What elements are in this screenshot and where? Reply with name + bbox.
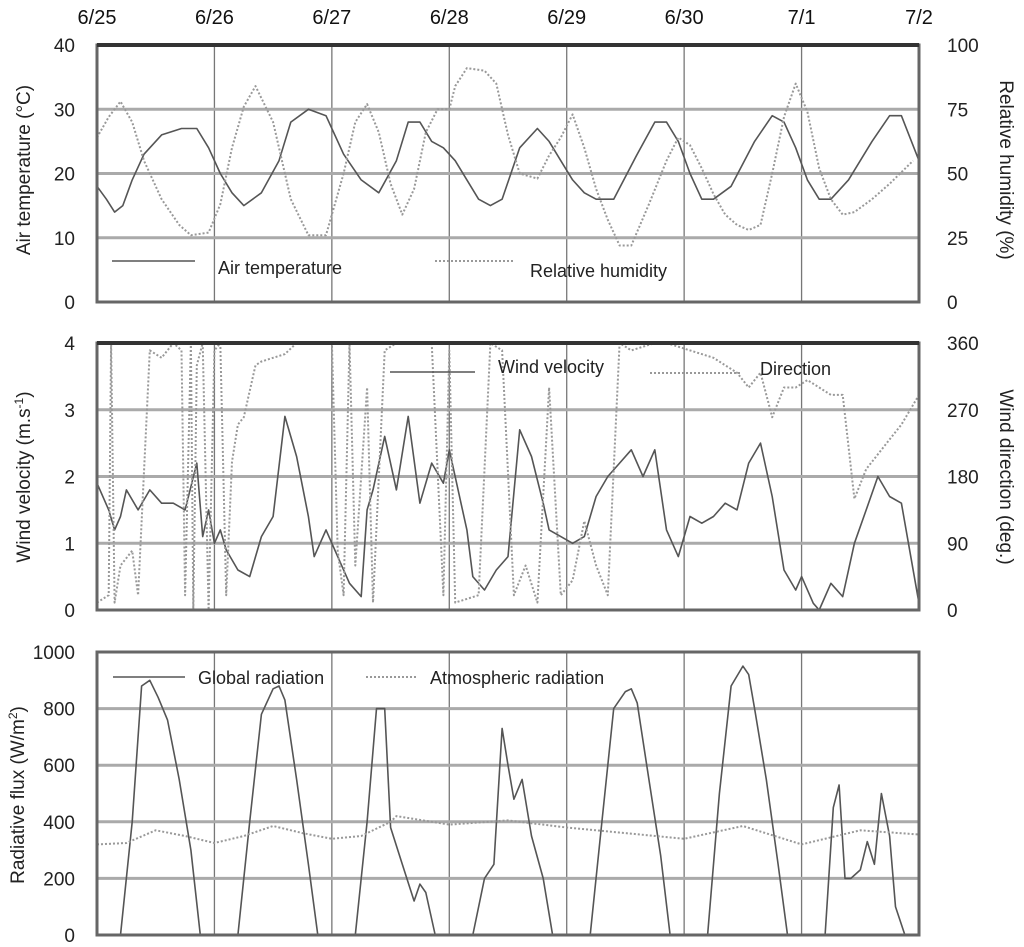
y2tick-label: 75	[947, 100, 969, 122]
date-label-6-30: 6/30	[664, 7, 704, 29]
legend-wind	[390, 357, 831, 379]
ytick-label: 2	[64, 467, 75, 489]
ytick-label: 400	[43, 812, 75, 834]
ylabel-wind-velocity: Wind velocity $(m.s^{-1})$	[12, 391, 35, 563]
panel-radiation	[6, 643, 919, 947]
plot-frame	[97, 652, 919, 935]
panel-wind	[12, 334, 1016, 622]
y2tick-label: 50	[947, 164, 969, 186]
series-line-global-radiation	[97, 666, 919, 935]
date-label-7-1: 7/1	[787, 7, 816, 29]
legend-label-direction: Direction	[760, 359, 832, 379]
series-line-relative-humidity	[97, 68, 913, 245]
ytick-label: 0	[64, 293, 75, 314]
series-line-air-temperature	[97, 109, 919, 212]
y2tick-label: 0	[947, 601, 958, 622]
ylabel-wind-direction: Wind direction (deg.)	[995, 389, 1016, 565]
panel-temperature-humidity	[14, 36, 1016, 314]
y2tick-label: 180	[947, 467, 979, 489]
date-label-7-2: 7/2	[905, 7, 933, 29]
legend-label-relative-humidity: Relative humidity	[530, 261, 668, 281]
ytick-label: 200	[43, 869, 75, 891]
ytick-label: 10	[53, 228, 75, 250]
ytick-label: 1	[64, 534, 75, 556]
legend-label-atmospheric-radiation: Atmospheric radiation	[430, 668, 605, 688]
ytick-label: 600	[43, 756, 75, 778]
ytick-label: 30	[53, 100, 75, 122]
ytick-label: 20	[53, 164, 75, 186]
ylabel-air-temperature: Air temperature (°C)	[14, 84, 35, 256]
y2tick-label: 25	[947, 228, 969, 250]
ytick-label: 1000	[32, 643, 75, 664]
date-label-6-29: 6/29	[547, 7, 587, 29]
y2tick-label: 100	[947, 36, 979, 57]
date-labels	[78, 7, 933, 29]
date-label-6-28: 6/28	[429, 7, 469, 29]
series-line-wind-velocity	[97, 416, 919, 610]
ylabel-radiative-flux: Radiative flux $(W/m^2)$	[6, 706, 29, 884]
ytick-label: 3	[64, 400, 75, 422]
y2tick-label: 90	[947, 534, 969, 556]
legend-label-air-temperature: Air temperature	[218, 258, 343, 278]
ytick-label: 4	[64, 334, 75, 355]
legend-temperature-humidity	[112, 258, 667, 281]
ytick-label: 0	[64, 926, 75, 947]
ytick-label: 40	[53, 36, 75, 57]
y2tick-label: 0	[947, 293, 958, 314]
y2tick-label: 360	[947, 334, 979, 355]
legend-label-wind-velocity: Wind velocity	[498, 357, 605, 377]
ylabel-relative-humidity: Relative humidity (%)	[995, 80, 1016, 260]
ytick-label: 0	[64, 601, 75, 622]
legend-radiation	[113, 668, 604, 688]
y2tick-label: 270	[947, 400, 979, 422]
date-label-6-26: 6/26	[194, 7, 234, 29]
ytick-label: 800	[43, 699, 75, 721]
date-label-6-25: 6/25	[77, 7, 117, 29]
legend-label-global-radiation: Global radiation	[198, 668, 325, 688]
date-label-6-27: 6/27	[312, 7, 352, 29]
